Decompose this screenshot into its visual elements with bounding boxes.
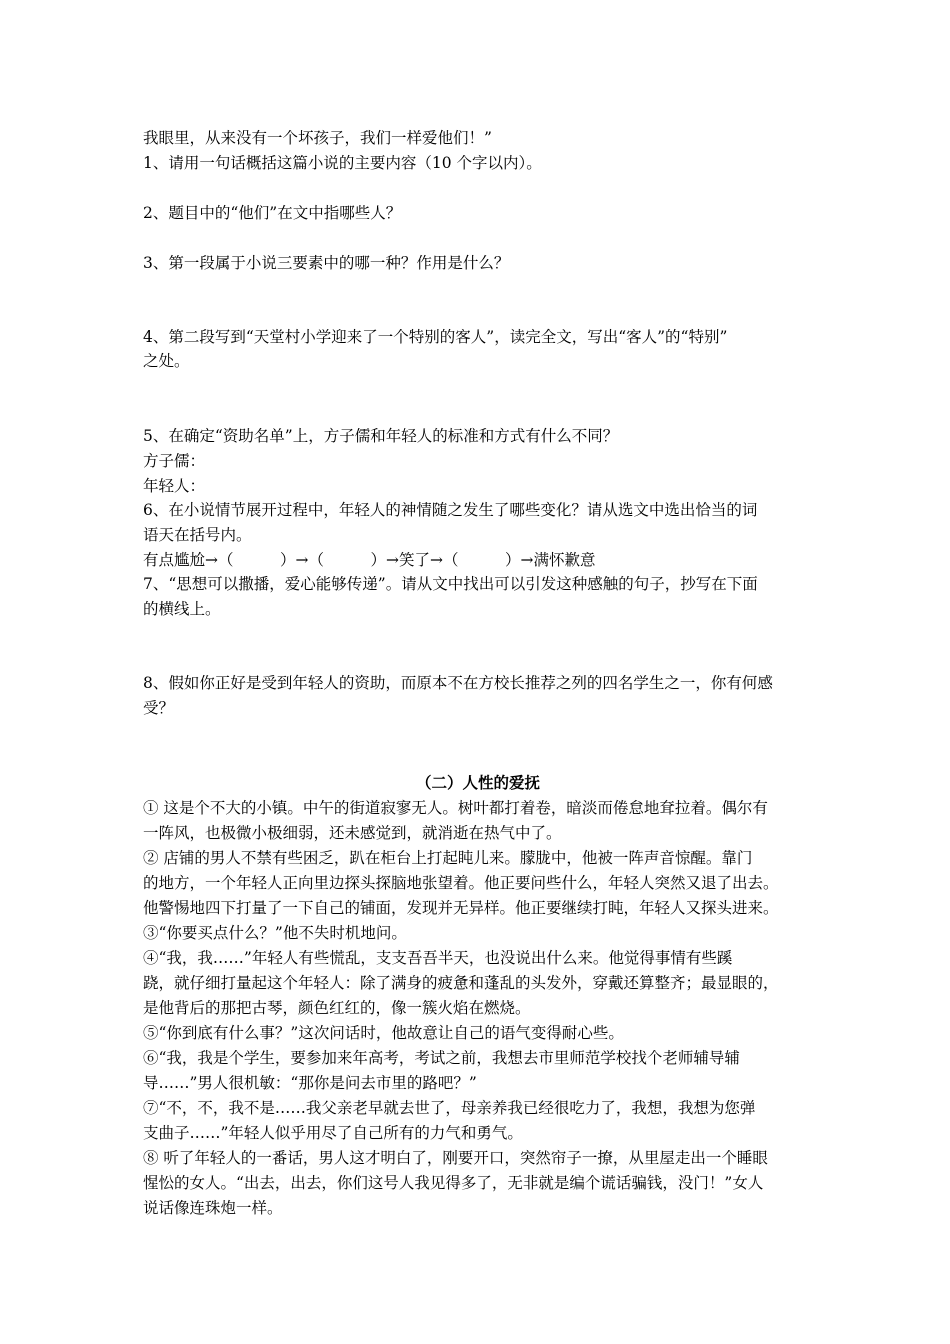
paragraph-line: 惺忪的女人。“出去，出去，你们这号人我见得多了，无非就是编个谎话骗钱，没门！”女人 [143,1174,764,1192]
question-6: 6、在小说情节展开过程中，年轻人的神情随之发生了哪些变化？请从选文中选出恰当的词 [143,501,758,519]
question-8: 8、假如你正好是受到年轻人的资助，而原本不在方校长推荐之列的四名学生之一，你有何感 [143,674,773,692]
paragraph-line: ⑦“不，不，我不是……我父亲老早就去世了，母亲养我已经很吃力了，我想，我想为您弹 [143,1099,756,1117]
section-title: （二）人性的爱抚 [415,773,540,792]
question-3: 3、第一段属于小说三要素中的哪一种？作用是什么？ [143,254,510,272]
question-4: 4、第二段写到“天堂村小学迎来了一个特别的客人”，读完全文，写出“客人”的“特别” [143,328,728,346]
question-5: 5、在确定“资助名单”上，方子儒和年轻人的标准和方式有什么不同？ [143,427,619,445]
paragraph-line: 支曲子……”年轻人似乎用尽了自己所有的力气和勇气。 [143,1124,523,1142]
answer-label: 方子儒： [143,452,206,470]
paragraph-line: 导……”男人很机敏：“那你是问去市里的路吧？” [143,1074,477,1092]
text-line: 受？ [143,699,175,717]
paragraph-line: ④“我，我……”年轻人有些慌乱，支支吾吾半天，也没说出什么来。他觉得事情有些蹊 [143,949,733,967]
paragraph-line: 他警惕地四下打量了一下自己的铺面，发现并无异样。他正要继续打盹，年轻人又探头进来。 [143,899,779,917]
paragraph-line: ① 这是个不大的小镇。中午的街道寂寥无人。树叶都打着卷，暗淡而倦怠地耷拉着。偶尔有 [143,799,768,817]
paragraph-line: 说话像连珠炮一样。 [143,1199,283,1217]
paragraph-line: ⑤“你到底有什么事？”这次问话时，他故意让自己的语气变得耐心些。 [143,1024,624,1042]
paragraph-line: ③“你要买点什么？”他不失时机地问。 [143,924,407,942]
paragraph-line: ⑧ 听了年轻人的一番话，男人这才明白了，刚要开口，突然帘子一撩，从里屋走出一个睡眼 [143,1149,768,1167]
question-2: 2、题目中的“他们”在文中指哪些人？ [143,204,402,222]
fill-in-blanks: 有点尴尬→（ ）→（ ）→笑了→（ ）→满怀歉意 [143,551,596,569]
question-7: 7、“思想可以撒播，爱心能够传递”。请从文中找出可以引发这种感触的句子，抄写在下面 [143,575,758,593]
paragraph-line: 一阵风，也极微小极细弱，还未感觉到，就消逝在热气中了。 [143,824,562,842]
question-1: 1、请用一句话概括这篇小说的主要内容（10 个字以内）。 [143,154,542,172]
text-line: 我眼里，从来没有一个坏孩子，我们一样爱他们！” [143,129,492,147]
text-line: 之处。 [143,352,190,370]
paragraph-line: 的地方，一个年轻人正向里边探头探脑地张望着。他正要问些什么，年轻人突然又退了出去。 [143,874,779,892]
answer-label: 年轻人： [143,477,206,495]
paragraph-line: ② 店铺的男人不禁有些困乏，趴在柜台上打起盹儿来。朦胧中，他被一阵声音惊醒。靠门 [143,849,753,867]
text-line: 语天在括号内。 [143,526,252,544]
paragraph-line: 跷，就仔细打量起这个年轻人：除了满身的疲惫和蓬乱的头发外，穿戴还算整齐；最显眼的， [143,974,779,992]
paragraph-line: 是他背后的那把古琴，颜色红红的，像一簇火焰在燃烧。 [143,999,531,1017]
paragraph-line: ⑥“我，我是个学生，要参加来年高考，考试之前，我想去市里师范学校找个老师辅导辅 [143,1049,740,1067]
text-line: 的横线上。 [143,600,221,618]
